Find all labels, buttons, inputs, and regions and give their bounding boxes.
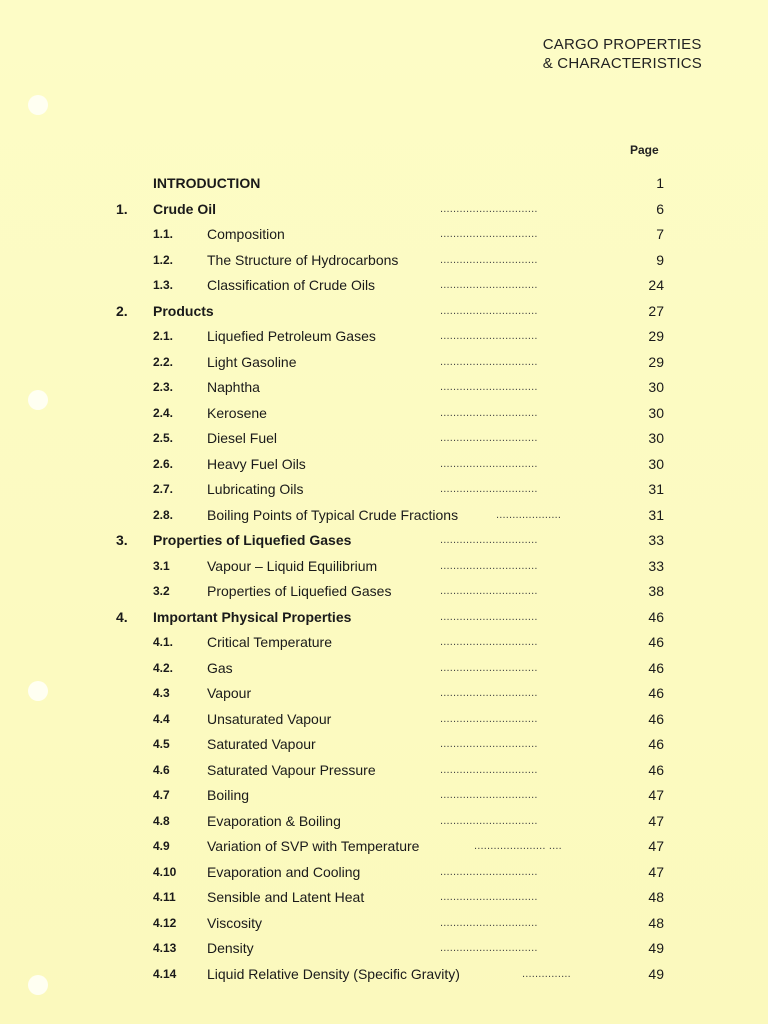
toc-title: Saturated Vapour: [207, 736, 316, 752]
toc-title: Diesel Fuel: [207, 430, 278, 446]
toc-dot-leader: ..............................: [440, 432, 538, 444]
toc-number: 4.11: [153, 890, 176, 904]
toc-number: 4.8: [153, 813, 170, 828]
punch-hole: [28, 95, 48, 115]
toc-subsection-row: [0, 836, 768, 856]
toc-dot-leader: ..............................: [440, 279, 538, 291]
toc-dot-leader: ..............................: [440, 687, 538, 699]
toc-dot-leader: ..............................: [440, 534, 538, 546]
toc-subsection-row: [0, 454, 768, 474]
toc-subsection-row: [0, 326, 768, 346]
toc-section-row: [0, 607, 768, 627]
toc-subsection-row: [0, 811, 768, 831]
toc-title: Boiling Points of Typical Crude Fractions: [207, 506, 459, 523]
toc-section-row: [0, 199, 768, 219]
toc-number: 2.4.: [153, 405, 174, 420]
toc-number: 4.13: [153, 941, 177, 955]
toc-page-number: 46: [648, 736, 664, 752]
toc-page-number: 49: [648, 965, 664, 982]
toc-subsection-row: [0, 862, 768, 882]
toc-page-number: 30: [648, 404, 664, 421]
toc-subsection-row: [0, 377, 768, 397]
toc-page-number: 47: [648, 787, 664, 803]
toc-subsection-row: [0, 913, 768, 933]
toc-title: Vapour: [207, 685, 252, 701]
toc-page-number: 31: [648, 506, 664, 523]
header-line-1: CARGO PROPERTIES: [542, 36, 702, 53]
toc-subsection-row: [0, 785, 768, 805]
toc-title: Liquefied Petroleum Gases: [207, 328, 376, 344]
toc-subsection-row: [0, 709, 768, 729]
toc-page-number: 48: [648, 889, 664, 905]
toc-subsection-row: [0, 250, 768, 270]
toc-page-number: 46: [648, 685, 664, 701]
toc-title: Important Physical Properties: [153, 608, 352, 625]
toc-dot-leader: ..............................: [440, 763, 538, 776]
toc-title: Crude Oil: [153, 200, 217, 217]
toc-title: Critical Temperature: [207, 634, 333, 650]
toc-subsection-row: [0, 887, 768, 907]
toc-title: Sensible and Latent Heat: [207, 889, 365, 905]
document-header: [543, 35, 702, 73]
toc-page-number: 48: [648, 914, 664, 931]
toc-subsection-row: [0, 760, 768, 780]
toc-title: Naphtha: [207, 379, 260, 395]
toc-page-number: 33: [648, 557, 664, 574]
toc-section-row: [0, 530, 768, 550]
toc-page-number: 47: [648, 863, 664, 880]
toc-page-number: 30: [648, 379, 664, 395]
toc-page-number: 46: [648, 634, 664, 650]
toc-dot-leader: ..............................: [440, 661, 538, 674]
toc-title: Light Gasoline: [207, 353, 297, 370]
toc-subsection-row: [0, 683, 768, 703]
toc-number: 4.14: [153, 966, 177, 981]
toc-subsection-row: [0, 556, 768, 576]
toc-page-number: 30: [648, 430, 664, 446]
toc-number: 2.1.: [153, 329, 174, 343]
toc-dot-leader: ..............................: [440, 610, 538, 623]
toc-number: 2.3.: [153, 380, 174, 394]
toc-dot-leader: ...............: [522, 967, 571, 980]
toc-title: Saturated Vapour Pressure: [207, 761, 376, 778]
toc-dot-leader: ..............................: [440, 355, 538, 368]
toc-number: 1.: [116, 200, 128, 217]
toc-title: INTRODUCTION: [153, 175, 261, 191]
toc-number: 3.1: [153, 558, 170, 573]
toc-page-number: 33: [648, 532, 664, 548]
toc-dot-leader: ..............................: [440, 228, 538, 240]
toc-number: 2.8.: [153, 507, 174, 522]
toc-dot-leader: ..............................: [440, 304, 538, 317]
toc-subsection-row: [0, 938, 768, 958]
toc-number: 3.2: [153, 584, 170, 598]
toc-title: Gas: [207, 659, 233, 676]
toc-dot-leader: ..............................: [440, 330, 538, 342]
toc-page-number: 31: [648, 481, 664, 497]
toc-subsection-row: [0, 403, 768, 423]
page-column-label: Page: [630, 143, 659, 157]
toc-title: Boiling: [207, 787, 250, 803]
header-line-2: & CHARACTERISTICS: [542, 55, 702, 72]
toc-title: Heavy Fuel Oils: [207, 455, 306, 472]
toc-page-number: 29: [648, 328, 664, 344]
toc-title: Unsaturated Vapour: [207, 710, 332, 727]
toc-page-number: 27: [648, 302, 664, 319]
toc-number: 3.: [116, 532, 128, 548]
toc-number: 4.: [116, 608, 128, 625]
toc-subsection-row: [0, 428, 768, 448]
toc-dot-leader: ..............................: [440, 814, 538, 827]
toc-subsection-row: [0, 581, 768, 601]
toc-title: Viscosity: [207, 914, 262, 931]
toc-title: Variation of SVP with Temperature: [207, 838, 420, 854]
toc-title: Evaporation & Boiling: [207, 812, 341, 829]
toc-number: 4.9: [153, 839, 170, 853]
toc-number: 4.7: [153, 788, 170, 802]
toc-number: 1.1.: [153, 227, 174, 241]
toc-title: Density: [207, 940, 254, 956]
toc-subsection-row: [0, 632, 768, 652]
toc-dot-leader: ...................... ....: [474, 840, 562, 852]
toc-title: Kerosene: [207, 404, 267, 421]
toc-page-number: 6: [656, 200, 664, 217]
toc-page-number: 30: [648, 455, 664, 472]
toc-dot-leader: ..............................: [440, 559, 538, 572]
toc-page-number: 46: [648, 761, 664, 778]
toc-dot-leader: ..............................: [440, 202, 538, 215]
toc-page-number: 38: [648, 583, 664, 599]
toc-page-number: 47: [648, 838, 664, 854]
toc-number: 1.3.: [153, 278, 174, 292]
toc-subsection-row: [0, 479, 768, 499]
toc-number: 4.1.: [153, 635, 174, 649]
toc-page-number: 24: [648, 277, 664, 293]
toc-title: The Structure of Hydrocarbons: [207, 251, 399, 268]
toc-subsection-row: [0, 734, 768, 754]
toc-page-number: 46: [648, 608, 664, 625]
toc-dot-leader: ..............................: [440, 789, 538, 801]
toc-subsection-row: [0, 658, 768, 678]
toc-dot-leader: ..............................: [440, 253, 538, 266]
toc-subsection-row: [0, 505, 768, 525]
toc-page-number: 46: [648, 659, 664, 676]
toc-number: 4.4: [153, 711, 170, 726]
toc-number: 4.3: [153, 686, 170, 700]
toc-dot-leader: ..............................: [440, 457, 538, 470]
toc-number: 4.2.: [153, 660, 174, 675]
toc-title: Liquid Relative Density (Specific Gravity): [207, 965, 460, 982]
toc-subsection-row: [0, 224, 768, 244]
toc-dot-leader: ..............................: [440, 381, 538, 393]
toc-dot-leader: ....................: [496, 508, 562, 521]
toc-page-number: 46: [648, 710, 664, 727]
toc-title: Classification of Crude Oils: [207, 277, 376, 293]
toc-intro-row: [0, 173, 768, 193]
toc-page-number: 1: [656, 175, 664, 191]
toc-dot-leader: ..............................: [440, 865, 538, 878]
toc-title: Lubricating Oils: [207, 481, 304, 497]
toc-subsection-row: [0, 275, 768, 295]
toc-page-number: 9: [656, 251, 664, 268]
toc-number: 2.2.: [153, 354, 174, 369]
toc-number: 2.7.: [153, 482, 174, 496]
toc-page-number: 7: [656, 226, 664, 242]
toc-title: Vapour – Liquid Equilibrium: [207, 557, 378, 574]
toc-page-number: 49: [648, 940, 664, 956]
toc-title: Properties of Liquefied Gases: [153, 532, 352, 548]
toc-dot-leader: ..............................: [440, 585, 538, 597]
toc-number: 4.12: [153, 915, 177, 930]
toc-dot-leader: ..............................: [440, 738, 538, 750]
toc-title: Products: [153, 302, 214, 319]
toc-section-row: [0, 301, 768, 321]
toc-number: 4.5: [153, 737, 170, 751]
toc-dot-leader: ..............................: [440, 942, 538, 954]
toc-number: 2.: [116, 302, 128, 319]
toc-dot-leader: ..............................: [440, 483, 538, 495]
toc-dot-leader: ..............................: [440, 712, 538, 725]
toc-number: 2.5.: [153, 431, 174, 445]
toc-title: Evaporation and Cooling: [207, 863, 361, 880]
toc-number: 1.2.: [153, 252, 174, 267]
toc-title: Composition: [207, 226, 285, 242]
toc-number: 2.6.: [153, 456, 174, 471]
toc-dot-leader: ..............................: [440, 406, 538, 419]
toc-number: 4.6: [153, 762, 170, 777]
toc-page-number: 47: [648, 812, 664, 829]
toc-dot-leader: ..............................: [440, 636, 538, 648]
toc-subsection-row: [0, 964, 768, 984]
toc-dot-leader: ..............................: [440, 916, 538, 929]
toc-title: Properties of Liquefied Gases: [207, 583, 392, 599]
toc-subsection-row: [0, 352, 768, 372]
toc-dot-leader: ..............................: [440, 891, 538, 903]
toc-number: 4.10: [153, 864, 177, 879]
toc-page-number: 29: [648, 353, 664, 370]
